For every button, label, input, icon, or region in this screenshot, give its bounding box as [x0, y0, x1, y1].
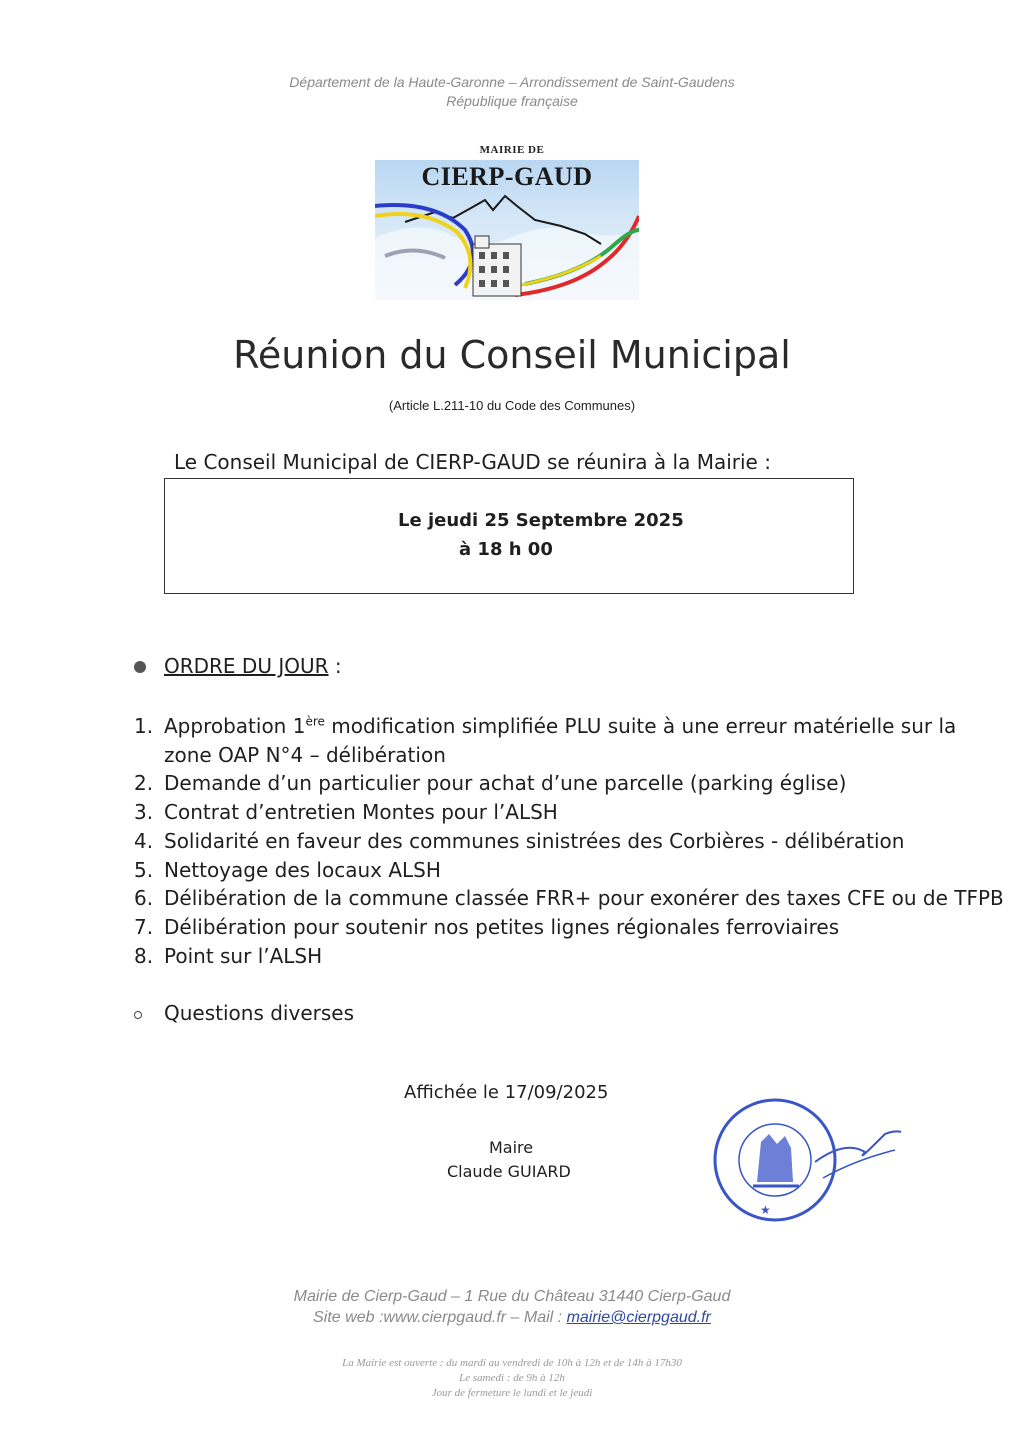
signatory-role: Maire — [489, 1138, 534, 1157]
agenda-item-text: Délibération pour soutenir nos petites lignes régionales ferroviaires — [164, 915, 840, 939]
agenda-item-text: Délibération de la commune classée FRR+ pour exonérer des taxes CFE ou de TFPB — [164, 886, 1004, 910]
agenda-item-text-continued: modification simplifiée PLU suite à une erreur matérielle sur la — [324, 714, 957, 738]
header-republic: République française — [446, 93, 578, 109]
agenda-item-number: 1. — [134, 714, 154, 738]
logo-town-name: CIERP-GAUD — [421, 162, 593, 191]
footer-contact — [0, 1309, 1024, 1327]
footer-hours-weekdays: La Mairie est ouverte : du mardi au vendredi de 10h à 12h et de 14h à 17h30 — [342, 1357, 682, 1369]
agenda-item-number: 3. — [134, 800, 154, 824]
agenda-item-superscript: ère — [305, 714, 325, 729]
footer-closing-days: Jour de fermeture le lundi et le jeudi — [431, 1387, 593, 1399]
agenda-item — [134, 829, 904, 853]
agenda-heading-label: ORDRE DU JOUR — [164, 654, 329, 678]
agenda-item-wrap: zone OAP N°4 – délibération — [164, 743, 446, 767]
signatory-name: Claude GUIARD — [447, 1162, 571, 1181]
agenda-item-number: 6. — [134, 886, 154, 910]
footer-website: Site web :www.cierpgaud.fr – Mail : — [313, 1309, 567, 1326]
agenda-item — [134, 714, 956, 738]
posting-date: Affichée le 17/09/2025 — [404, 1082, 609, 1103]
meeting-intro: Le Conseil Municipal de CIERP-GAUD se réunira à la Mairie : — [174, 450, 771, 474]
meeting-date-box — [164, 478, 854, 594]
agenda-item-number: 8. — [134, 944, 154, 968]
town-logo — [375, 160, 639, 300]
agenda-item — [134, 858, 441, 882]
agenda-item-text: Approbation 1 — [164, 714, 306, 738]
page-title: Réunion du Conseil Municipal — [233, 333, 791, 377]
agenda-heading-suffix: : — [328, 654, 342, 678]
other-questions: Questions diverses — [164, 1001, 354, 1025]
footer-hours-saturday: Le samedi : de 9h à 12h — [459, 1372, 565, 1384]
agenda-item — [134, 771, 846, 795]
header-department: Département de la Haute-Garonne – Arrondissement de Saint-Gaudens — [289, 74, 735, 90]
meeting-time: à 18 h 00 — [459, 539, 553, 560]
bullet-icon — [134, 661, 146, 673]
legal-reference: (Article L.211-10 du Code des Communes) — [388, 398, 636, 413]
agenda-item-number: 5. — [134, 858, 154, 882]
agenda-item-number: 2. — [134, 771, 154, 795]
agenda-item-text: Contrat d’entretien Montes pour l’ALSH — [164, 800, 558, 824]
agenda-heading — [164, 654, 342, 678]
meeting-date: Le jeudi 25 Septembre 2025 — [398, 510, 684, 531]
logo-mairie-de: MAIRIE DE — [479, 144, 545, 156]
agenda-item-text: Solidarité en faveur des communes sinistrées des Corbières - délibération — [164, 829, 905, 853]
official-stamp-icon — [705, 1090, 905, 1230]
agenda-item — [134, 800, 558, 824]
agenda-item — [134, 886, 1004, 910]
bullet-icon — [134, 1011, 142, 1019]
agenda-item-number: 4. — [134, 829, 154, 853]
agenda-item — [134, 915, 839, 939]
agenda-item-number: 7. — [134, 915, 154, 939]
footer-email-link[interactable]: mairie@cierpgaud.fr — [566, 1309, 711, 1326]
agenda-item-text: Demande d’un particulier pour achat d’une parcelle (parking église) — [164, 771, 847, 795]
agenda-item — [134, 944, 322, 968]
agenda-item-text: Nettoyage des locaux ALSH — [164, 858, 441, 882]
footer-address: Mairie de Cierp-Gaud – 1 Rue du Château 31440 Cierp-Gaud — [293, 1288, 731, 1305]
svg-text:★: ★ — [760, 1203, 771, 1217]
agenda-item-text: Point sur l’ALSH — [164, 944, 323, 968]
